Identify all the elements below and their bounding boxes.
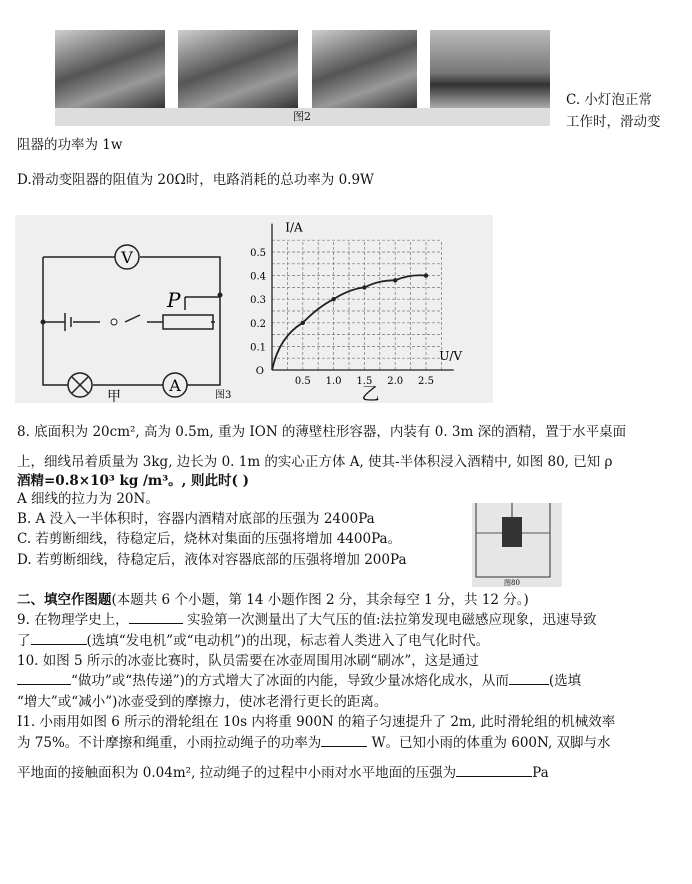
y-tick-label: 0.3 [250, 295, 266, 307]
x-tick-label: 1.5 [356, 376, 373, 387]
x-tick-label: 2.0 [387, 376, 404, 387]
section2-note: (本题共 6 个小题，第 14 小题作图 2 分，其余每空 1 分，共 12 分。) [111, 592, 529, 608]
q9-text-3: 了 [17, 633, 31, 649]
q10-text: 10. 如图 5 所示的冰壶比赛时，队员需要在冰壶周围用冰刷“刷冰”，这是通过 [17, 653, 479, 669]
voltmeter-label: V [121, 248, 133, 267]
fig3-label-a: 甲 [107, 389, 121, 403]
data-point [331, 297, 335, 301]
q11-blank-1[interactable] [321, 734, 367, 747]
q9-text-2: 实验第一次测量出了大气压的值:法拉第发现电磁感应现象，迅速导致 [182, 612, 597, 628]
q7-option-c-2: 工作时，滑动变 [566, 114, 661, 130]
data-point [301, 321, 305, 325]
data-point [424, 273, 428, 277]
photo-diver [312, 30, 417, 108]
q7-option-d: D.滑动变阻器的阻值为 20Ω时，电路消耗的总功率为 0.9W [17, 172, 374, 188]
q11-blank-2[interactable] [456, 764, 532, 777]
q8-option-d: D. 若剪断细线，待稳定后，液体对容器底部的压强将增加 200Pa [17, 552, 407, 568]
q9-text: 9. 在物理学史上， [17, 612, 129, 628]
q7-option-c-3: 阻器的功率为 1w [17, 137, 123, 153]
fig80-caption: 图80 [504, 579, 520, 587]
q9-text-4: (选填“发电机”或“电动机”)的出现，标志着人类进入了电气化时代。 [86, 633, 490, 649]
q8-line1: 8. 底面积为 20cm², 高为 0.5m, 重为 ION 的薄壁柱形容器，内装有 0. 3m 深的酒精，置于水平桌面 [17, 424, 627, 440]
y-axis-label: I/A [285, 220, 303, 235]
q8-line2: 上，细线吊着质量为 3kg, 边长为 0. 1m 的实心正方体 A, 使其-半体积浸入酒精中, 如图 80, 已知 ρ [17, 454, 613, 470]
x-axis-label: U/V [439, 349, 463, 363]
q10-text-3: (选填 [548, 673, 582, 689]
q10-text-2: “做功”或“热传递”)的方式增大了冰面的内能，导致少量冰熔化成水，从而 [71, 673, 509, 689]
q11-text-4: 平地面的接触面积为 0.04m², 拉动绳子的过程中小雨对水平地面的压强为 [17, 765, 457, 781]
q9-blank-1[interactable] [129, 611, 183, 624]
q11-text: I1. 小雨用如图 6 所示的滑轮组在 10s 内将重 900N 的箱子匀速提升了 2m, 此时滑轮组的机械效率 [17, 714, 616, 730]
fig3-caption: 图3 [215, 390, 232, 401]
q8-line3: 酒精=0.8×10³ kg /m³。, 则此时( ) [17, 473, 250, 489]
q11-text-3: W。已知小雨的体重为 600N, 双脚与水 [367, 735, 611, 751]
x-tick-label: 0.5 [294, 376, 311, 387]
q11-text-5: Pa [532, 765, 549, 781]
y-tick-label: 0.2 [250, 318, 266, 330]
q9-blank-2[interactable] [31, 632, 87, 645]
section2-title: 二、填空作图题 [17, 592, 112, 608]
y-tick-label: 0.4 [250, 271, 266, 283]
q8-option-a: A 细线的拉力为 20N。 [17, 491, 159, 507]
q8-option-c: C. 若剪断细线，待稳定后，烧林对集面的压强将增加 4400Pa。 [17, 531, 402, 547]
q7-option-c-1: C. 小灯泡正常 [566, 92, 652, 108]
q10-blank-2[interactable] [509, 672, 549, 685]
y-tick-label: 0.5 [250, 248, 266, 259]
q10-blank-1[interactable] [17, 672, 71, 685]
q8-option-b: B. A 没入一半体积时，容器内酒精对底部的压强为 2400Pa [17, 511, 375, 527]
q10-text-4: “增大”或“减小”)冰壶受到的摩擦力，使冰老滑行更长的距离。 [17, 694, 388, 710]
photo-running [55, 30, 165, 108]
slider-label: P [167, 288, 181, 312]
q11-text-2: 为 75%。不计摩擦和绳重，小雨拉动绳子的功率为 [17, 735, 322, 751]
data-point [393, 278, 397, 282]
figure-3 [15, 215, 493, 403]
figure-80 [472, 503, 562, 587]
ammeter-label: A [169, 376, 181, 395]
fig3-label-b: 乙 [361, 384, 380, 403]
x-tick-label: 1.0 [325, 376, 342, 387]
x-tick-label: 2.5 [418, 376, 434, 387]
photo-boat [430, 30, 550, 108]
cube-a [502, 517, 522, 547]
origin-label: O [255, 366, 264, 377]
fig2-caption: 图2 [293, 110, 311, 123]
y-tick-label: 0.1 [250, 342, 266, 354]
photo-rain [178, 30, 298, 108]
switch-icon [111, 319, 117, 325]
data-point [362, 285, 366, 289]
